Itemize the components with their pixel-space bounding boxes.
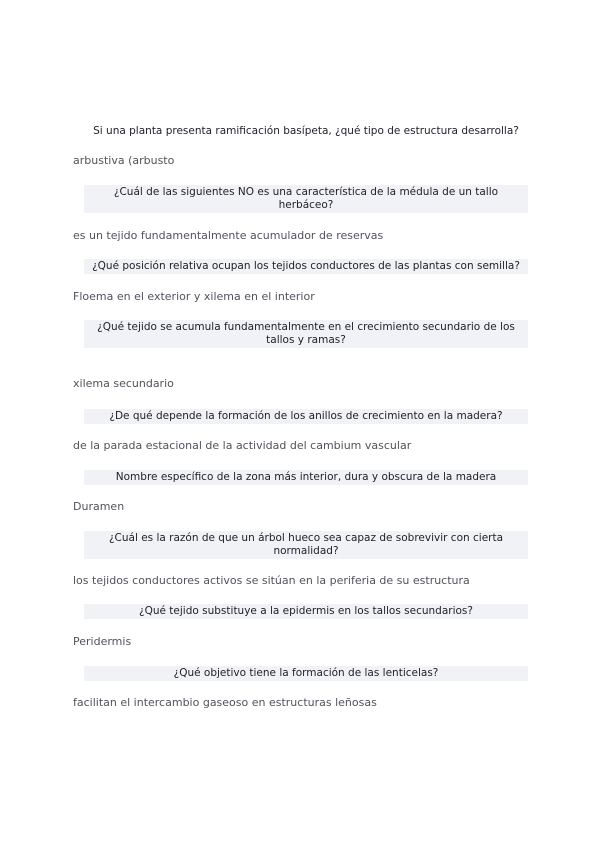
question-6: Nombre específico de la zona más interior, dura y obscura de la madera bbox=[84, 470, 528, 485]
question-7: ¿Cuál es la razón de que un árbol hueco sea capaz de sobrevivir con cierta normalidad? bbox=[84, 531, 528, 559]
question-8: ¿Qué tejido substituye a la epidermis en los tallos secundarios? bbox=[84, 604, 528, 619]
answer-3: Floema en el exterior y xilema en el interior bbox=[73, 290, 315, 303]
answer-8: Peridermis bbox=[73, 635, 132, 648]
question-2: ¿Cuál de las siguientes NO es una característica de la médula de un tallo herbáceo? bbox=[84, 185, 528, 213]
answer-6: Duramen bbox=[73, 500, 125, 513]
question-1: Si una planta presenta ramificación basípeta, ¿qué tipo de estructura desarrolla? bbox=[93, 125, 519, 137]
answer-7: los tejidos conductores activos se sitúan en la periferia de su estructura bbox=[73, 574, 470, 587]
question-3: ¿Qué posición relativa ocupan los tejidos conductores de las plantas con semilla? bbox=[84, 259, 528, 274]
answer-1: arbustiva (arbusto bbox=[73, 154, 175, 167]
answer-9: facilitan el intercambio gaseoso en estructuras leñosas bbox=[73, 696, 377, 709]
answer-2: es un tejido fundamentalmente acumulador de reservas bbox=[73, 229, 384, 242]
question-5: ¿De qué depende la formación de los anillos de crecimiento en la madera? bbox=[84, 409, 528, 424]
answer-4: xilema secundario bbox=[73, 377, 174, 390]
question-9: ¿Qué objetivo tiene la formación de las lenticelas? bbox=[84, 666, 528, 681]
answer-5: de la parada estacional de la actividad del cambium vascular bbox=[73, 439, 412, 452]
question-4: ¿Qué tejido se acumula fundamentalmente en el crecimiento secundario de los tallos y ramas? bbox=[84, 320, 528, 348]
